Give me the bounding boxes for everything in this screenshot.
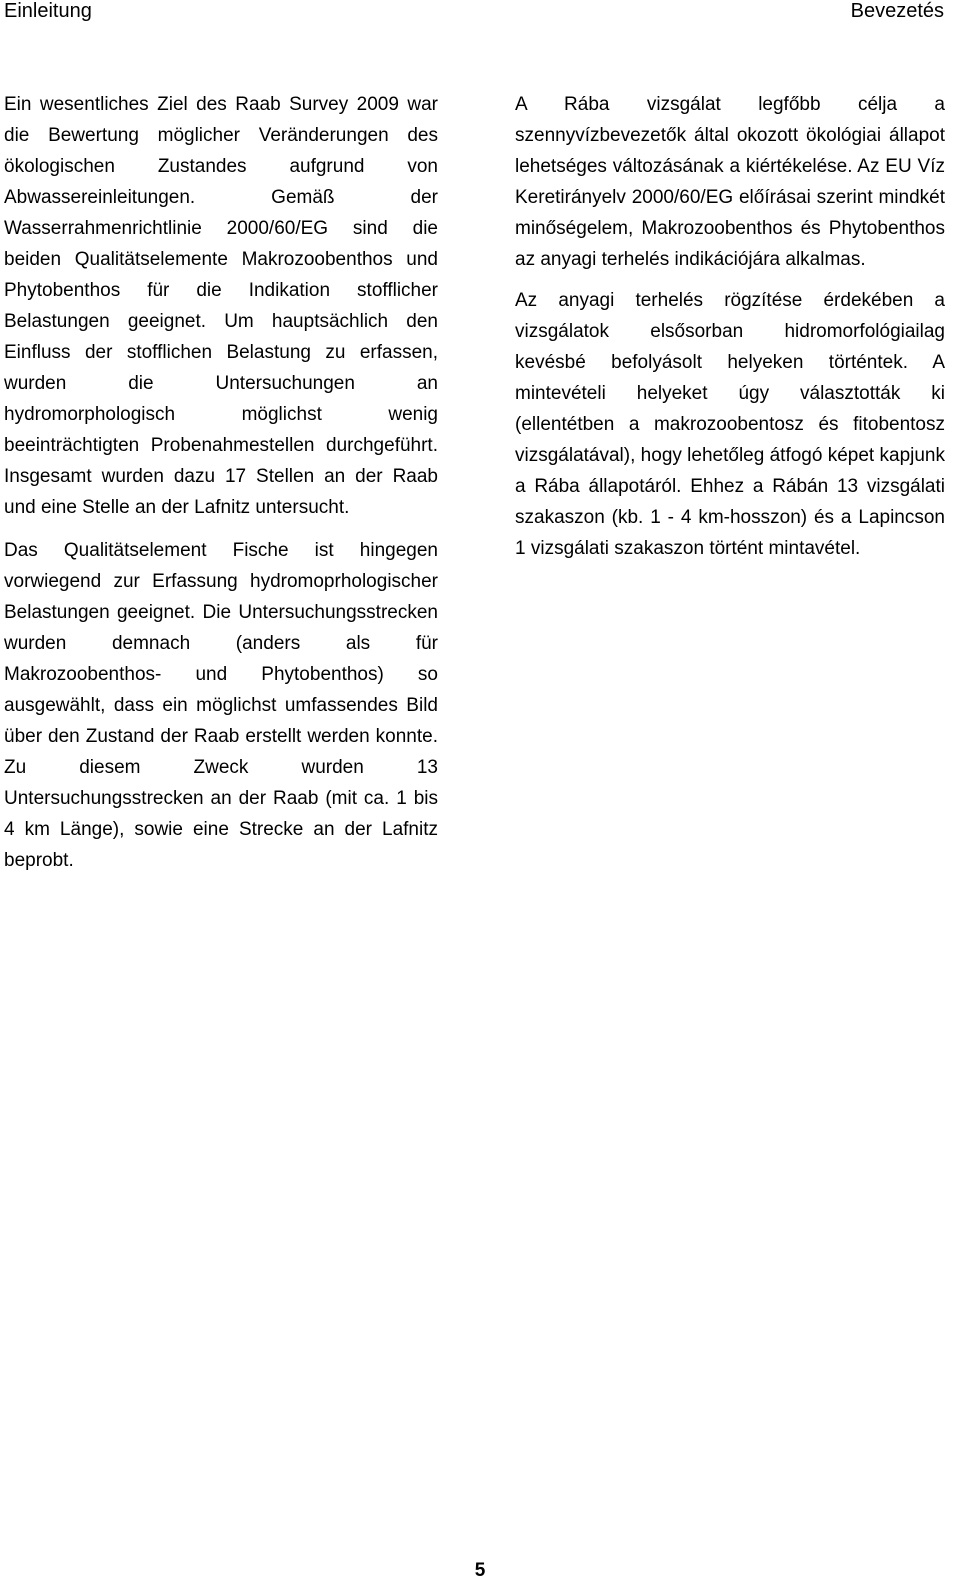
page-number: 5 [474,1560,486,1581]
german-paragraph-2: Das Qualitätselement Fische ist hingegen vorwiegend zur Erfassung hydromoprhologischer Belastungen geeignet. Die Untersuchungsstrecken wurden demnach (anders als für Makrozoobenthos- und Phytobenthos) so ausgewählt, dass ein möglichst umfassendes Bild über den Zustand der Raab erstellt werden konnte. Zu diesem Zweck wurden 13 Untersuchungsstrecken an der Raab (mit ca. 1 bis 4 km Länge), sowie eine Strecke an der Lafnitz beprobt. [4,540,438,871]
hungarian-paragraph-2: Az anyagi terhelés rögzítése érdekében a vizsgálatok elsősorban hidromorfológiailag kevésbé befolyásolt helyeken történtek. A mintevételi helyeket úgy választották ki (ellentétben a makrozoobentosz és fitobentosz vizsgálatával), hogy lehetőleg átfogó képet kapjunk a Rába állapotáról. Ehhez a Rábán 13 vizsgálati szakaszon (kb. 1 - 4 km-hosszon) és a Lapincson 1 vizsgálati szakaszon történt mintavétel. [515,290,945,559]
hungarian-column [515,89,945,564]
header-title-hungarian: Bevezetés [850,0,944,22]
german-column [4,89,438,876]
page-header [0,0,960,22]
header-title-german: Einleitung [4,0,92,22]
german-paragraph-1: Ein wesentliches Ziel des Raab Survey 2009 war die Bewertung möglicher Veränderungen des ökologischen Zustandes aufgrund von Abwassereinleitungen. Gemäß der Wasserrahmenrichtlinie 2000/60/EG sind die beiden Qualitätselemente Makrozoobenthos und Phytobenthos für die Indikation stofflicher Belastungen geeignet. Um hauptsächlich den Einfluss der stofflichen Belastung zu erfassen, wurden die Untersuchungen an hydromorphologisch möglichst wenig beeinträchtigten Probenahmestellen durchgeführt. Insgesamt wurden dazu 17 Stellen an der Raab und eine Stelle an der Lafnitz untersucht. [4,94,438,518]
hungarian-paragraph-1: A Rába vizsgálat legfőbb célja a szennyvízbevezetők által okozott ökológiai állapot lehetséges változásának a kiértékelése. Az EU Víz Keretirányelv 2000/60/EG előírásai szerint mindkét minőségelem, Makrozoobenthos és Phytobenthos az anyagi terhelés indikációjára alkalmas. [515,94,945,270]
